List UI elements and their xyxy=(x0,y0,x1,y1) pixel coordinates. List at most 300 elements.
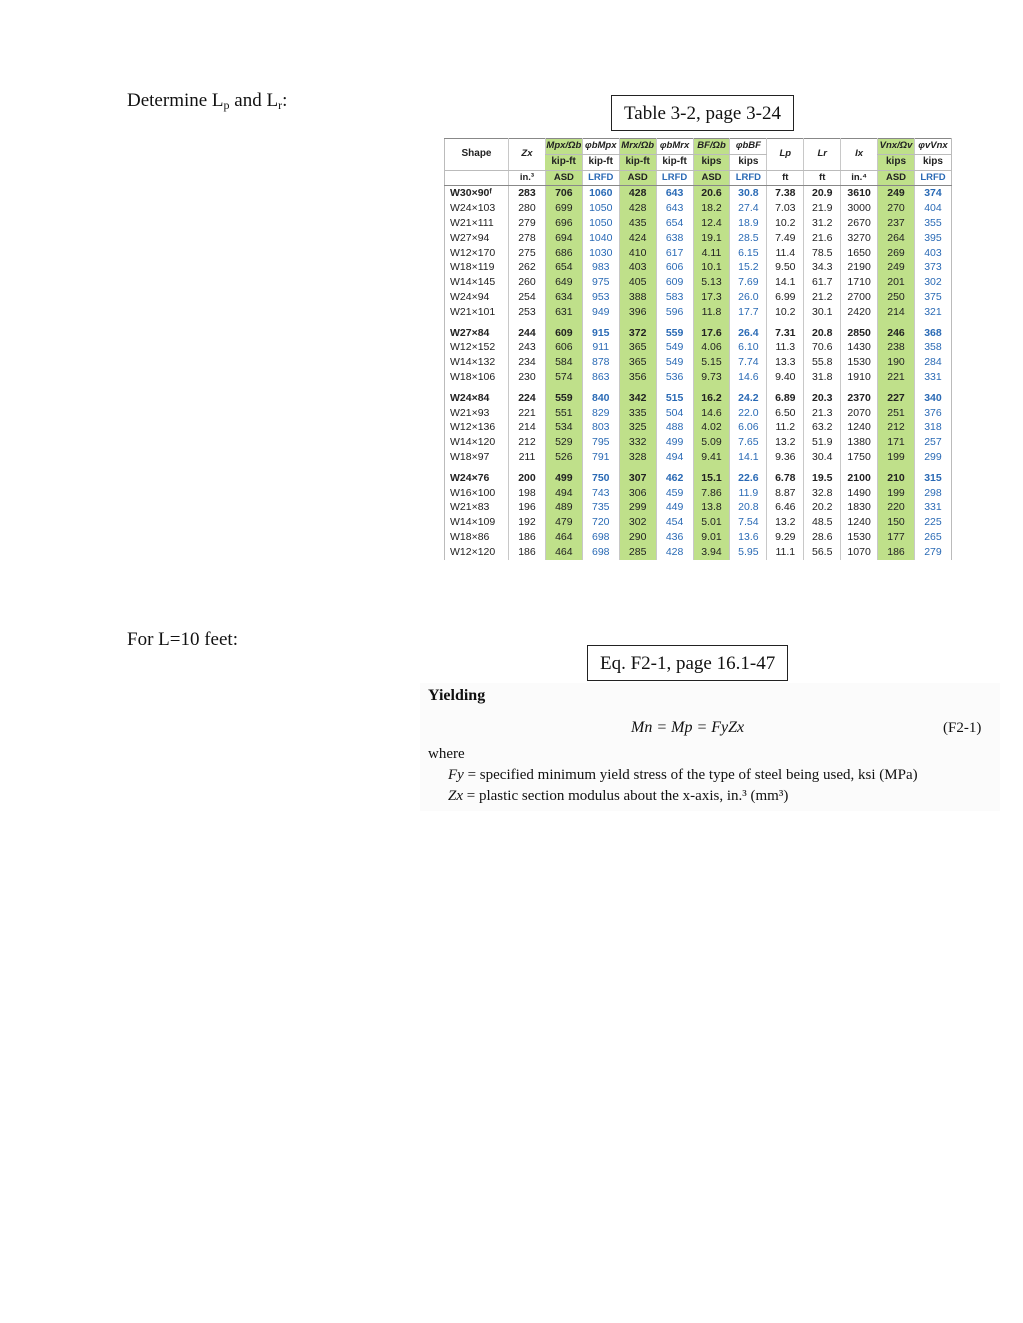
value-cell: 1650 xyxy=(841,246,878,261)
header-symbol: φbMpx xyxy=(582,139,619,155)
header-symbol: Ix xyxy=(841,139,878,171)
value-cell: 388 xyxy=(619,290,656,305)
value-cell: 20.8 xyxy=(730,500,767,515)
value-cell: 19.1 xyxy=(693,231,730,246)
table-row xyxy=(445,530,952,545)
value-cell: 201 xyxy=(878,275,915,290)
value-cell: 24.2 xyxy=(730,391,767,406)
header-type: LRFD xyxy=(914,170,951,186)
value-cell: 9.40 xyxy=(767,370,804,385)
header-type: ft xyxy=(767,170,804,186)
value-cell: 7.38 xyxy=(767,186,804,201)
value-cell: 358 xyxy=(914,340,951,355)
value-cell: 269 xyxy=(878,246,915,261)
heading-for-length: For L=10 feet: xyxy=(127,629,238,650)
value-cell: 321 xyxy=(914,305,951,320)
value-cell: 4.02 xyxy=(693,420,730,435)
table-row xyxy=(445,186,952,201)
value-cell: 221 xyxy=(509,406,546,421)
value-cell: 332 xyxy=(619,435,656,450)
table-row xyxy=(445,486,952,501)
value-cell: 1060 xyxy=(582,186,619,201)
value-cell: 284 xyxy=(914,355,951,370)
value-cell: 1490 xyxy=(841,486,878,501)
value-cell: 2700 xyxy=(841,290,878,305)
value-cell: 7.86 xyxy=(693,486,730,501)
table-row xyxy=(445,406,952,421)
shape-cell: W21×101 xyxy=(450,305,496,318)
value-cell: 270 xyxy=(878,201,915,216)
value-cell: 395 xyxy=(914,231,951,246)
value-cell: 375 xyxy=(914,290,951,305)
header-unit: kips xyxy=(693,154,730,170)
value-cell: 150 xyxy=(878,515,915,530)
value-cell: 649 xyxy=(545,275,582,290)
value-cell: 13.2 xyxy=(767,515,804,530)
header-unit: kip-ft xyxy=(619,154,656,170)
value-cell: 20.3 xyxy=(804,391,841,406)
table-row xyxy=(445,201,952,216)
value-cell: 302 xyxy=(619,515,656,530)
value-cell: 315 xyxy=(914,471,951,486)
value-cell: 9.50 xyxy=(767,260,804,275)
value-cell: 698 xyxy=(582,545,619,560)
value-cell: 5.13 xyxy=(693,275,730,290)
value-cell: 48.5 xyxy=(804,515,841,530)
header-unit: kip-ft xyxy=(582,154,619,170)
value-cell: 953 xyxy=(582,290,619,305)
value-cell: 365 xyxy=(619,355,656,370)
value-cell: 12.4 xyxy=(693,216,730,231)
value-cell: 171 xyxy=(878,435,915,450)
value-cell: 21.3 xyxy=(804,406,841,421)
value-cell: 376 xyxy=(914,406,951,421)
table-row xyxy=(445,326,952,341)
value-cell: 331 xyxy=(914,500,951,515)
value-cell: 686 xyxy=(545,246,582,261)
value-cell: 177 xyxy=(878,530,915,545)
value-cell: 494 xyxy=(656,450,693,465)
equation-excerpt xyxy=(420,683,1000,811)
table-row xyxy=(445,340,952,355)
steel-properties-table xyxy=(444,138,952,560)
value-cell: 638 xyxy=(656,231,693,246)
value-cell: 436 xyxy=(656,530,693,545)
value-cell: 342 xyxy=(619,391,656,406)
table-row xyxy=(445,290,952,305)
value-cell: 464 xyxy=(545,530,582,545)
value-cell: 373 xyxy=(914,260,951,275)
value-cell: 34.3 xyxy=(804,260,841,275)
shape-cell: W21×111 xyxy=(450,216,494,229)
value-cell: 220 xyxy=(878,500,915,515)
value-cell: 9.29 xyxy=(767,530,804,545)
value-cell: 494 xyxy=(545,486,582,501)
shape-cell: W14×120 xyxy=(450,436,496,449)
value-cell: 911 xyxy=(582,340,619,355)
value-cell: 7.03 xyxy=(767,201,804,216)
value-cell: 863 xyxy=(582,370,619,385)
value-cell: 1710 xyxy=(841,275,878,290)
value-cell: 279 xyxy=(914,545,951,560)
value-cell: 428 xyxy=(619,186,656,201)
value-cell: 1380 xyxy=(841,435,878,450)
value-cell: 199 xyxy=(878,450,915,465)
value-cell: 14.6 xyxy=(693,406,730,421)
value-cell: 246 xyxy=(878,326,915,341)
value-cell: 11.2 xyxy=(767,420,804,435)
value-cell: 13.8 xyxy=(693,500,730,515)
value-cell: 3270 xyxy=(841,231,878,246)
value-cell: 22.0 xyxy=(730,406,767,421)
value-cell: 13.2 xyxy=(767,435,804,450)
value-cell: 915 xyxy=(582,326,619,341)
value-cell: 2100 xyxy=(841,471,878,486)
value-cell: 2370 xyxy=(841,391,878,406)
value-cell: 249 xyxy=(878,260,915,275)
value-cell: 462 xyxy=(656,471,693,486)
definition-fy: Fy = specified minimum yield stress of the type of steel being used, ksi (MPa) xyxy=(448,767,918,783)
table-row xyxy=(445,515,952,530)
value-cell: 257 xyxy=(914,435,951,450)
value-cell: 190 xyxy=(878,355,915,370)
value-cell: 1530 xyxy=(841,355,878,370)
value-cell: 840 xyxy=(582,391,619,406)
header-unit: kips xyxy=(730,154,767,170)
value-cell: 489 xyxy=(545,500,582,515)
value-cell: 7.69 xyxy=(730,275,767,290)
value-cell: 211 xyxy=(509,450,546,465)
value-cell: 186 xyxy=(878,545,915,560)
value-cell: 210 xyxy=(878,471,915,486)
value-cell: 5.09 xyxy=(693,435,730,450)
value-cell: 735 xyxy=(582,500,619,515)
value-cell: 372 xyxy=(619,326,656,341)
value-cell: 299 xyxy=(619,500,656,515)
table-row xyxy=(445,305,952,320)
header-type: in.⁴ xyxy=(841,170,878,186)
value-cell: 21.6 xyxy=(804,231,841,246)
value-cell: 743 xyxy=(582,486,619,501)
value-cell: 7.31 xyxy=(767,326,804,341)
value-cell: 6.78 xyxy=(767,471,804,486)
value-cell: 529 xyxy=(545,435,582,450)
value-cell: 583 xyxy=(656,290,693,305)
header-symbol: BF/Ωb xyxy=(693,139,730,155)
value-cell: 1910 xyxy=(841,370,878,385)
shape-cell: W30×90ᶠ xyxy=(450,187,492,200)
value-cell: 5.15 xyxy=(693,355,730,370)
value-cell: 11.1 xyxy=(767,545,804,560)
shape-cell: W14×109 xyxy=(450,516,496,529)
value-cell: 1050 xyxy=(582,216,619,231)
value-cell: 196 xyxy=(509,500,546,515)
value-cell: 3.94 xyxy=(693,545,730,560)
value-cell: 7.74 xyxy=(730,355,767,370)
shape-cell: W12×152 xyxy=(450,341,496,354)
value-cell: 949 xyxy=(582,305,619,320)
shape-cell: W14×145 xyxy=(450,276,496,289)
value-cell: 264 xyxy=(878,231,915,246)
value-cell: 335 xyxy=(619,406,656,421)
value-cell: 280 xyxy=(509,201,546,216)
table-row xyxy=(445,391,952,406)
section-title-yielding: Yielding xyxy=(428,687,486,704)
value-cell: 403 xyxy=(619,260,656,275)
value-cell: 30.1 xyxy=(804,305,841,320)
value-cell: 20.9 xyxy=(804,186,841,201)
shape-cell: W16×100 xyxy=(450,486,496,499)
value-cell: 403 xyxy=(914,246,951,261)
header-symbol: φbBF xyxy=(730,139,767,155)
value-cell: 298 xyxy=(914,486,951,501)
value-cell: 365 xyxy=(619,340,656,355)
value-cell: 617 xyxy=(656,246,693,261)
value-cell: 3610 xyxy=(841,186,878,201)
header-unit: kip-ft xyxy=(656,154,693,170)
value-cell: 609 xyxy=(656,275,693,290)
value-cell: 328 xyxy=(619,450,656,465)
value-cell: 7.54 xyxy=(730,515,767,530)
value-cell: 983 xyxy=(582,260,619,275)
value-cell: 596 xyxy=(656,305,693,320)
value-cell: 15.2 xyxy=(730,260,767,275)
value-cell: 307 xyxy=(619,471,656,486)
value-cell: 643 xyxy=(656,186,693,201)
value-cell: 6.10 xyxy=(730,340,767,355)
shape-cell: W21×93 xyxy=(450,406,490,419)
value-cell: 20.6 xyxy=(693,186,730,201)
value-cell: 251 xyxy=(878,406,915,421)
shape-cell: W14×132 xyxy=(450,356,496,369)
table-row xyxy=(445,355,952,370)
value-cell: 4.06 xyxy=(693,340,730,355)
value-cell: 534 xyxy=(545,420,582,435)
value-cell: 696 xyxy=(545,216,582,231)
header-unit: kip-ft xyxy=(545,154,582,170)
header-symbol: Mpx/Ωb xyxy=(545,139,582,155)
value-cell: 1240 xyxy=(841,515,878,530)
value-cell: 975 xyxy=(582,275,619,290)
value-cell: 1240 xyxy=(841,420,878,435)
table-row xyxy=(445,275,952,290)
value-cell: 574 xyxy=(545,370,582,385)
value-cell: 19.5 xyxy=(804,471,841,486)
header-symbol: Shape xyxy=(445,139,509,171)
value-cell: 803 xyxy=(582,420,619,435)
value-cell: 214 xyxy=(509,420,546,435)
value-cell: 28.5 xyxy=(730,231,767,246)
value-cell: 283 xyxy=(509,186,546,201)
value-cell: 227 xyxy=(878,391,915,406)
value-cell: 10.2 xyxy=(767,216,804,231)
value-cell: 6.06 xyxy=(730,420,767,435)
value-cell: 306 xyxy=(619,486,656,501)
value-cell: 526 xyxy=(545,450,582,465)
value-cell: 454 xyxy=(656,515,693,530)
equation-formula: Mn = Mp = FyZx xyxy=(631,719,745,736)
header-type: ASD xyxy=(693,170,730,186)
shape-cell: W24×94 xyxy=(450,290,490,303)
shape-cell: W12×136 xyxy=(450,421,496,434)
value-cell: 2850 xyxy=(841,326,878,341)
value-cell: 7.65 xyxy=(730,435,767,450)
value-cell: 499 xyxy=(545,471,582,486)
value-cell: 479 xyxy=(545,515,582,530)
value-cell: 32.8 xyxy=(804,486,841,501)
value-cell: 551 xyxy=(545,406,582,421)
table-reference-label: Table 3-2, page 3-24 xyxy=(611,95,794,131)
header-symbol: Vnx/Ωv xyxy=(878,139,915,155)
value-cell: 2190 xyxy=(841,260,878,275)
header-type: ASD xyxy=(619,170,656,186)
value-cell: 237 xyxy=(878,216,915,231)
value-cell: 356 xyxy=(619,370,656,385)
value-cell: 331 xyxy=(914,370,951,385)
value-cell: 28.6 xyxy=(804,530,841,545)
value-cell: 250 xyxy=(878,290,915,305)
value-cell: 63.2 xyxy=(804,420,841,435)
header-symbol: Lr xyxy=(804,139,841,171)
value-cell: 1040 xyxy=(582,231,619,246)
header-type: LRFD xyxy=(582,170,619,186)
shape-cell: W12×170 xyxy=(450,246,496,259)
shape-cell: W18×119 xyxy=(450,261,495,274)
equation-reference-label: Eq. F2-1, page 16.1-47 xyxy=(587,645,788,681)
value-cell: 318 xyxy=(914,420,951,435)
value-cell: 260 xyxy=(509,275,546,290)
value-cell: 198 xyxy=(509,486,546,501)
value-cell: 6.46 xyxy=(767,500,804,515)
value-cell: 5.95 xyxy=(730,545,767,560)
shape-cell: W21×83 xyxy=(450,501,490,514)
header-type: ASD xyxy=(545,170,582,186)
table-row xyxy=(445,260,952,275)
value-cell: 606 xyxy=(656,260,693,275)
table-row xyxy=(445,246,952,261)
value-cell: 720 xyxy=(582,515,619,530)
value-cell: 559 xyxy=(656,326,693,341)
table-row xyxy=(445,450,952,465)
table-row xyxy=(445,420,952,435)
equation-number: (F2-1) xyxy=(943,720,982,736)
value-cell: 11.9 xyxy=(730,486,767,501)
value-cell: 791 xyxy=(582,450,619,465)
table-row xyxy=(445,471,952,486)
value-cell: 14.6 xyxy=(730,370,767,385)
value-cell: 428 xyxy=(656,545,693,560)
table-row xyxy=(445,370,952,385)
value-cell: 2670 xyxy=(841,216,878,231)
header-type: ft xyxy=(804,170,841,186)
value-cell: 829 xyxy=(582,406,619,421)
value-cell: 5.01 xyxy=(693,515,730,530)
value-cell: 1070 xyxy=(841,545,878,560)
value-cell: 6.50 xyxy=(767,406,804,421)
value-cell: 404 xyxy=(914,201,951,216)
value-cell: 254 xyxy=(509,290,546,305)
value-cell: 13.3 xyxy=(767,355,804,370)
value-cell: 212 xyxy=(509,435,546,450)
value-cell: 221 xyxy=(878,370,915,385)
value-cell: 10.1 xyxy=(693,260,730,275)
shape-cell: W24×103 xyxy=(450,202,496,215)
header-symbol: Mrx/Ωb xyxy=(619,139,656,155)
value-cell: 278 xyxy=(509,231,546,246)
value-cell: 10.2 xyxy=(767,305,804,320)
value-cell: 186 xyxy=(509,530,546,545)
value-cell: 1530 xyxy=(841,530,878,545)
value-cell: 249 xyxy=(878,186,915,201)
value-cell: 30.4 xyxy=(804,450,841,465)
value-cell: 1430 xyxy=(841,340,878,355)
value-cell: 698 xyxy=(582,530,619,545)
value-cell: 285 xyxy=(619,545,656,560)
value-cell: 2070 xyxy=(841,406,878,421)
header-type: LRFD xyxy=(730,170,767,186)
value-cell: 374 xyxy=(914,186,951,201)
value-cell: 51.9 xyxy=(804,435,841,450)
value-cell: 262 xyxy=(509,260,546,275)
value-cell: 449 xyxy=(656,500,693,515)
header-symbol: Zx xyxy=(509,139,546,171)
value-cell: 1030 xyxy=(582,246,619,261)
value-cell: 9.41 xyxy=(693,450,730,465)
value-cell: 6.15 xyxy=(730,246,767,261)
value-cell: 70.6 xyxy=(804,340,841,355)
value-cell: 878 xyxy=(582,355,619,370)
value-cell: 199 xyxy=(878,486,915,501)
value-cell: 224 xyxy=(509,391,546,406)
table-row xyxy=(445,231,952,246)
value-cell: 488 xyxy=(656,420,693,435)
value-cell: 464 xyxy=(545,545,582,560)
value-cell: 634 xyxy=(545,290,582,305)
value-cell: 355 xyxy=(914,216,951,231)
value-cell: 17.7 xyxy=(730,305,767,320)
value-cell: 253 xyxy=(509,305,546,320)
value-cell: 435 xyxy=(619,216,656,231)
value-cell: 16.2 xyxy=(693,391,730,406)
value-cell: 8.87 xyxy=(767,486,804,501)
value-cell: 325 xyxy=(619,420,656,435)
value-cell: 22.6 xyxy=(730,471,767,486)
value-cell: 11.8 xyxy=(693,305,730,320)
value-cell: 7.49 xyxy=(767,231,804,246)
value-cell: 396 xyxy=(619,305,656,320)
value-cell: 290 xyxy=(619,530,656,545)
value-cell: 17.3 xyxy=(693,290,730,305)
value-cell: 643 xyxy=(656,201,693,216)
value-cell: 1830 xyxy=(841,500,878,515)
value-cell: 20.8 xyxy=(804,326,841,341)
table-row xyxy=(445,216,952,231)
value-cell: 1050 xyxy=(582,201,619,216)
value-cell: 27.4 xyxy=(730,201,767,216)
value-cell: 200 xyxy=(509,471,546,486)
value-cell: 234 xyxy=(509,355,546,370)
value-cell: 6.99 xyxy=(767,290,804,305)
header-symbol: Lp xyxy=(767,139,804,171)
value-cell: 212 xyxy=(878,420,915,435)
value-cell: 536 xyxy=(656,370,693,385)
value-cell: 609 xyxy=(545,326,582,341)
table-row xyxy=(445,500,952,515)
value-cell: 424 xyxy=(619,231,656,246)
header-type: LRFD xyxy=(656,170,693,186)
shape-cell: W27×94 xyxy=(450,231,490,244)
value-cell: 238 xyxy=(878,340,915,355)
